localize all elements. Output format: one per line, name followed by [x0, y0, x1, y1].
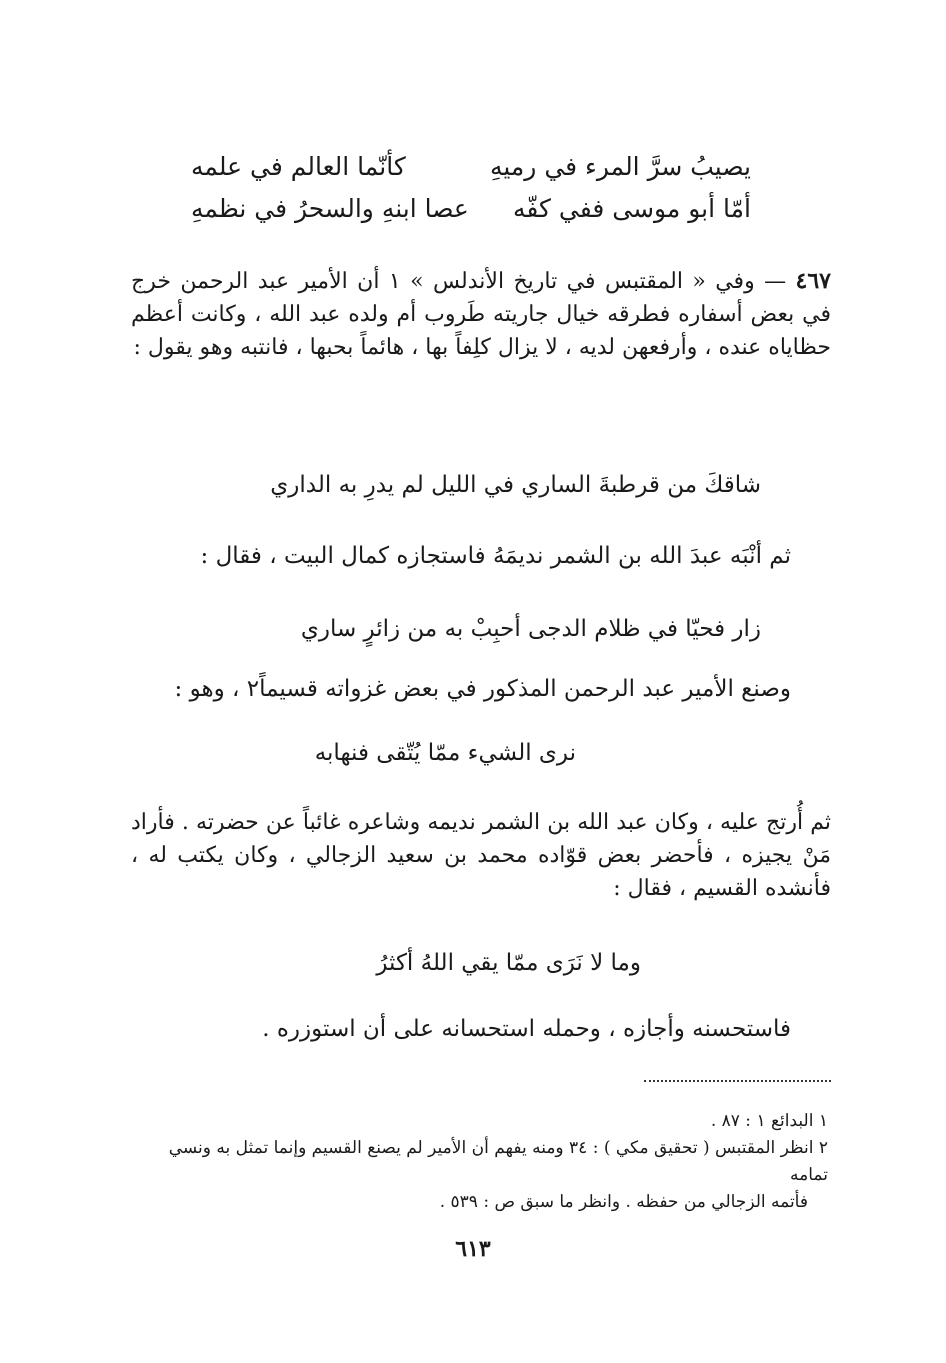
verse-line: نرى الشيء ممّا يُتّقى فنهابه: [314, 740, 576, 766]
hemistich: أمّا أبو موسى ففي كفّه: [512, 194, 751, 223]
verse-line: زار فحيّا في ظلام الدجى أحبِبْ به من زائرٍ ساري: [300, 616, 761, 642]
paragraph-text: — وفي « المقتبس في تاريخ الأندلس » ١ أن الأمير عبد الرحمن خرج في بعض أسفاره فطرقه خيال جاريته طَروب أم ولده عبد الله ، وكانت أعظم حظاياه عنده ، وأرفعهن لديه ، لا يزال كلِفاً بها ، هائماً بحبها ، فانتبه وهو يقول :: [131, 269, 831, 360]
page-number: ٦١٣: [455, 1236, 491, 1262]
footnote-2-continued: فأتمه الزجالي من حفظه . وانظر ما سبق ص : ٥٣٩ .: [439, 1192, 808, 1212]
poem-line-1: [191, 150, 751, 184]
hemistich: كأنّما العالم في علمه: [191, 152, 406, 181]
hemistich: يصيبُ سرَّ المرء في رميهِ: [489, 152, 751, 181]
footnote-1: ١ البدائع ١ : ٨٧ .: [710, 1111, 828, 1131]
paragraph-number: ٤٦٧: [795, 268, 831, 294]
prose-line: وصنع الأمير عبد الرحمن المذكور في بعض غزواته قسيماً٢ ، وهو :: [174, 676, 791, 702]
paragraph-467: [131, 265, 831, 364]
verse-line: وما لا نَرَى ممّا يقي اللهُ أكثرُ: [376, 950, 641, 976]
footnotes: [128, 1108, 828, 1216]
prose-line: ثم أنْبَه عبدَ الله بن الشمر نديمَهُ فاستجازه كمال البيت ، فقال :: [200, 543, 791, 569]
poem-line-2: [191, 192, 751, 226]
hemistich: عصا ابنهِ والسحرُ في نظمهِ: [191, 194, 469, 223]
verse-line: شاقكَ من قرطبةَ الساري في الليل لم يدرِ به الداري: [270, 472, 761, 498]
footnote-2: ٢ انظر المقتبس ( تحقيق مكي ) : ٣٤ ومنه يفهم أن الأمير لم يصنع القسيم وإنما تمثل به ونسي تمامه: [168, 1138, 828, 1185]
paragraph: ثم أُرتج عليه ، وكان عبد الله بن الشمر نديمه وشاعره غائباً عن حضرته . فأراد مَنْ يجيزه ، فأحضر بعض قوّاده محمد بن سعيد الزجالي ، وكان يكتب له ، فأنشده القسيم ، فقال :: [131, 810, 831, 901]
prose-line: فاستحسنه وأجازه ، وحمله استحسانه على أن استوزره .: [262, 1016, 791, 1042]
footnote-divider: [644, 1080, 831, 1082]
